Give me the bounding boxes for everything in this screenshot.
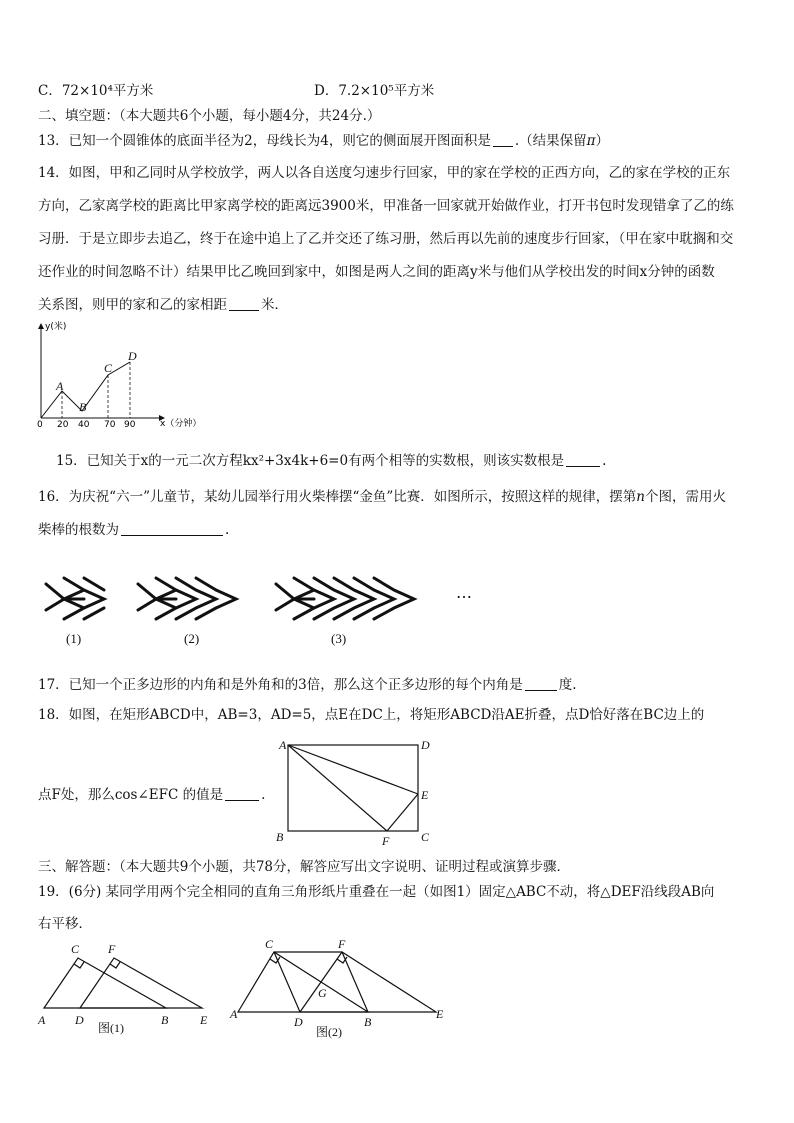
q19-triangle-figures — [34, 936, 454, 1046]
fig-label-3: (3) — [331, 631, 347, 646]
q14-line-5b: 米． — [261, 297, 288, 313]
q14-line-4: 还作业的时间忽略不计）结果甲比乙晚回到家中，如图是两人之间的距离y米与他们从学校出发的时间x分钟的函数 — [38, 264, 715, 280]
q13-tail: .（结果保留 — [514, 133, 587, 149]
fig1-label-d: D — [75, 1013, 84, 1027]
q13-pi: π — [586, 133, 596, 149]
q19-line-2: 右平移． — [38, 916, 92, 932]
q15-end: . — [602, 453, 607, 469]
point-a-label: A — [56, 379, 64, 393]
right-angle-c — [74, 962, 84, 968]
q16-ellipsis: … — [456, 583, 472, 602]
question-17 — [38, 676, 577, 694]
option-c: C．72×10⁴平方米 — [38, 83, 154, 99]
q18-blank[interactable] — [225, 787, 259, 801]
fig1-label-a: A — [38, 1013, 46, 1027]
q14-line-5 — [38, 296, 288, 314]
label-f: F — [382, 834, 390, 848]
q14-line-5a: 关系图，则甲的家和乙的家相距 — [38, 297, 227, 313]
fig2-label-a: A — [230, 1007, 238, 1021]
question-15 — [56, 452, 606, 470]
label-a: A — [279, 738, 287, 752]
q14-line-2: 方向，乙家离学校的距离比甲家离学校的距离远3900米，甲准备一回家就开始做作业，打开书包时发现错拿了乙的练 — [38, 198, 734, 214]
q14-blank[interactable] — [229, 297, 259, 311]
fig-label-2: (2) — [184, 631, 200, 646]
figure-1 — [44, 958, 202, 1008]
fig-label-1: (1) — [66, 631, 82, 646]
triangle-def-2 — [300, 952, 436, 1012]
fish-figure-1 — [46, 578, 104, 619]
origin-label: 0 — [37, 420, 43, 430]
fig2-label-d: D — [294, 1015, 303, 1029]
q14-line-3: 习册．于是立即步去追乙，终于在途中追上了乙并交还了练习册，然后再以先前的速度步行回家，（甲在家中耽搁和交 — [38, 231, 734, 247]
segment-af — [288, 745, 387, 831]
q16-matchstick-figures — [40, 568, 490, 648]
point-c-label: C — [104, 361, 113, 375]
fig1-label-c: C — [71, 942, 80, 956]
fig1-label-e: E — [200, 1013, 208, 1027]
x-tick-90: 90 — [124, 420, 136, 430]
section-2-title: 二、填空题：（本大题共6个小题，每小题4分，共24分.） — [38, 108, 381, 124]
fig1-caption: 图(1) — [98, 1021, 124, 1035]
fish-figure-3 — [276, 578, 414, 619]
q16-line-1 — [38, 488, 726, 506]
triangle-def — [80, 958, 202, 1008]
label-c: C — [421, 830, 430, 844]
fig2-caption: 图(2) — [316, 1025, 342, 1039]
q16-line-2a: 柴棒的根数为 — [38, 522, 119, 538]
q18-rectangle-figure — [276, 736, 436, 846]
fish-figure-2 — [138, 578, 236, 619]
x-tick-20: 20 — [57, 420, 69, 430]
right-angle-f — [110, 962, 120, 968]
q18-line-2b: . — [261, 787, 266, 803]
fig2-label-e: E — [436, 1007, 444, 1021]
fig1-label-f: F — [108, 942, 116, 956]
q16-line-2 — [38, 521, 229, 539]
q16-n: n — [636, 489, 645, 505]
q18-line-2a: 点F处，那么cos∠EFC 的值是 — [38, 787, 224, 803]
label-e: E — [421, 788, 429, 802]
q13-text: 13．已知一个圆锥体的底面半径为2，母线长为4，则它的侧面展开图面积是 — [38, 133, 491, 149]
q16-end: . — [225, 522, 230, 538]
q17-blank[interactable] — [525, 677, 557, 691]
triangle-abc — [44, 958, 166, 1008]
q19-line-1: 19．(6分) 某同学用两个完全相同的直角三角形纸片重叠在一起（如图1）固定△ABC不动，将△DEF沿线段AB向 — [38, 884, 715, 900]
label-b: B — [276, 830, 284, 844]
point-b-label: B — [79, 400, 87, 414]
fig2-label-c: C — [265, 937, 274, 951]
section-3-title: 三、解答题：（本大题共9个小题，共78分，解答应写出文字说明、证明过程或演算步骤． — [38, 859, 571, 875]
q14-line-1: 14．如图，甲和乙同时从学校放学，两人以各自送度匀速步行回家，甲的家在学校的正西方向，乙的家在学校的正东 — [38, 165, 731, 181]
q18-line-2 — [38, 786, 265, 804]
option-d: D．7.2×10⁵平方米 — [314, 83, 435, 99]
q16-line-1a: 16．为庆祝“六一”儿童节，某幼儿园举行用火柴棒摆“金鱼”比赛．如图所示，按照这样的规律，摆第 — [38, 489, 637, 505]
q13-end: ） — [595, 133, 610, 149]
q15-text: 15．已知关于x的一元二次方程kx²+3x4k+6=0有两个相等的实数根，则该实数根是 — [56, 453, 565, 469]
segment-ae — [288, 745, 418, 794]
q16-line-1b: 个图，需用火 — [645, 489, 726, 505]
x-axis-label: x（分钟） — [160, 419, 202, 429]
x-tick-70: 70 — [104, 420, 116, 430]
label-d: D — [421, 738, 430, 752]
q14-distance-time-graph — [30, 318, 210, 433]
point-d-label: D — [128, 349, 137, 363]
fig1-label-b: B — [161, 1013, 169, 1027]
fig2-label-b: B — [364, 1015, 372, 1029]
q16-blank[interactable] — [121, 522, 223, 536]
y-axis-label: y(米) — [45, 322, 67, 332]
segment-fe — [387, 794, 418, 831]
q17-end: 度. — [558, 677, 577, 693]
fig2-label-g: G — [318, 986, 327, 1000]
q17-text: 17．已知一个正多边形的内角和是外角和的3倍，那么这个正多边形的每个内角是 — [38, 677, 523, 693]
q13-blank[interactable] — [493, 133, 513, 147]
triangle-abc-2 — [238, 952, 368, 1012]
figure-2 — [238, 952, 436, 1012]
x-tick-40: 40 — [78, 420, 90, 430]
fig2-label-f: F — [338, 937, 346, 951]
question-13 — [38, 132, 609, 150]
q15-blank[interactable] — [566, 453, 600, 467]
q18-line-1: 18．如图，在矩形ABCD中，AB=3，AD=5，点E在DC上，将矩形ABCD沿AE折叠，点D恰好落在BC边上的 — [38, 707, 705, 723]
